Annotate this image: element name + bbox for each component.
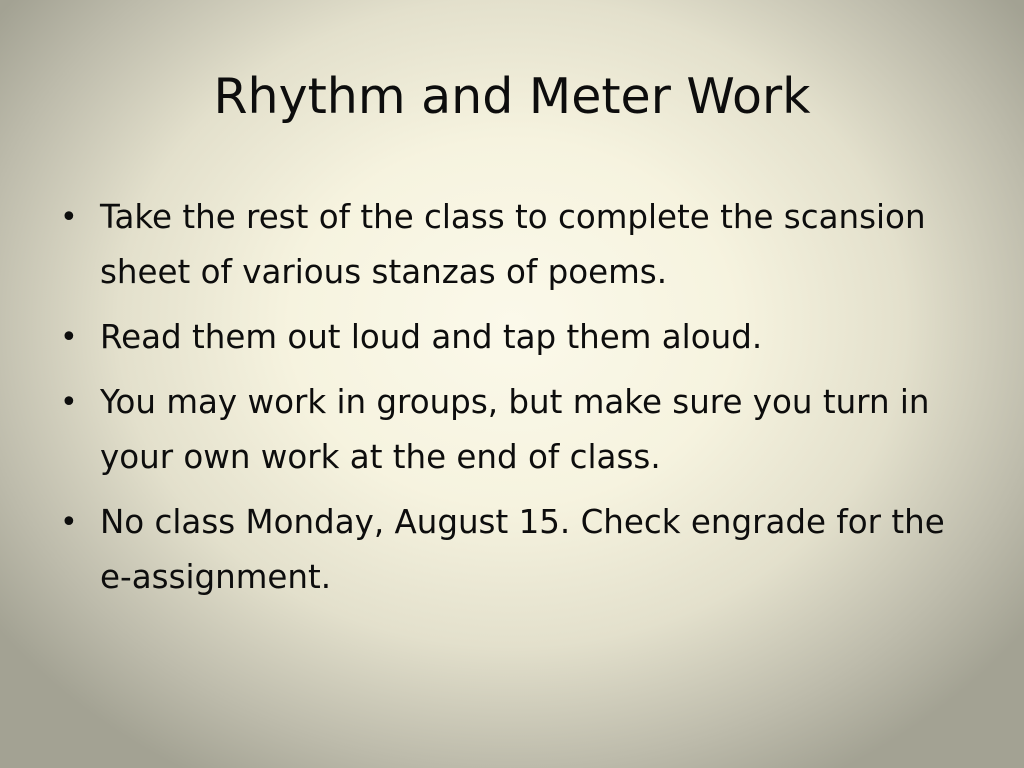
bullet-text: Read them out loud and tap them aloud. — [100, 318, 763, 356]
bullet-item — [58, 310, 958, 365]
bullet-item — [58, 375, 958, 485]
bullet-item — [58, 190, 958, 300]
bullet-icon: • — [60, 200, 78, 235]
bullet-icon: • — [60, 385, 78, 420]
bullet-icon: • — [60, 320, 78, 355]
bullet-icon: • — [60, 505, 78, 540]
bullet-list — [58, 190, 958, 615]
slide-title: Rhythm and Meter Work — [213, 68, 811, 125]
bullet-text: Take the rest of the class to complete the scansion sheet of various stanzas of poems. — [100, 198, 926, 291]
bullet-item — [58, 495, 958, 605]
bullet-text: You may work in groups, but make sure you turn in your own work at the end of class. — [100, 383, 930, 476]
bullet-text: No class Monday, August 15. Check engrade for the e-assignment. — [100, 503, 945, 596]
